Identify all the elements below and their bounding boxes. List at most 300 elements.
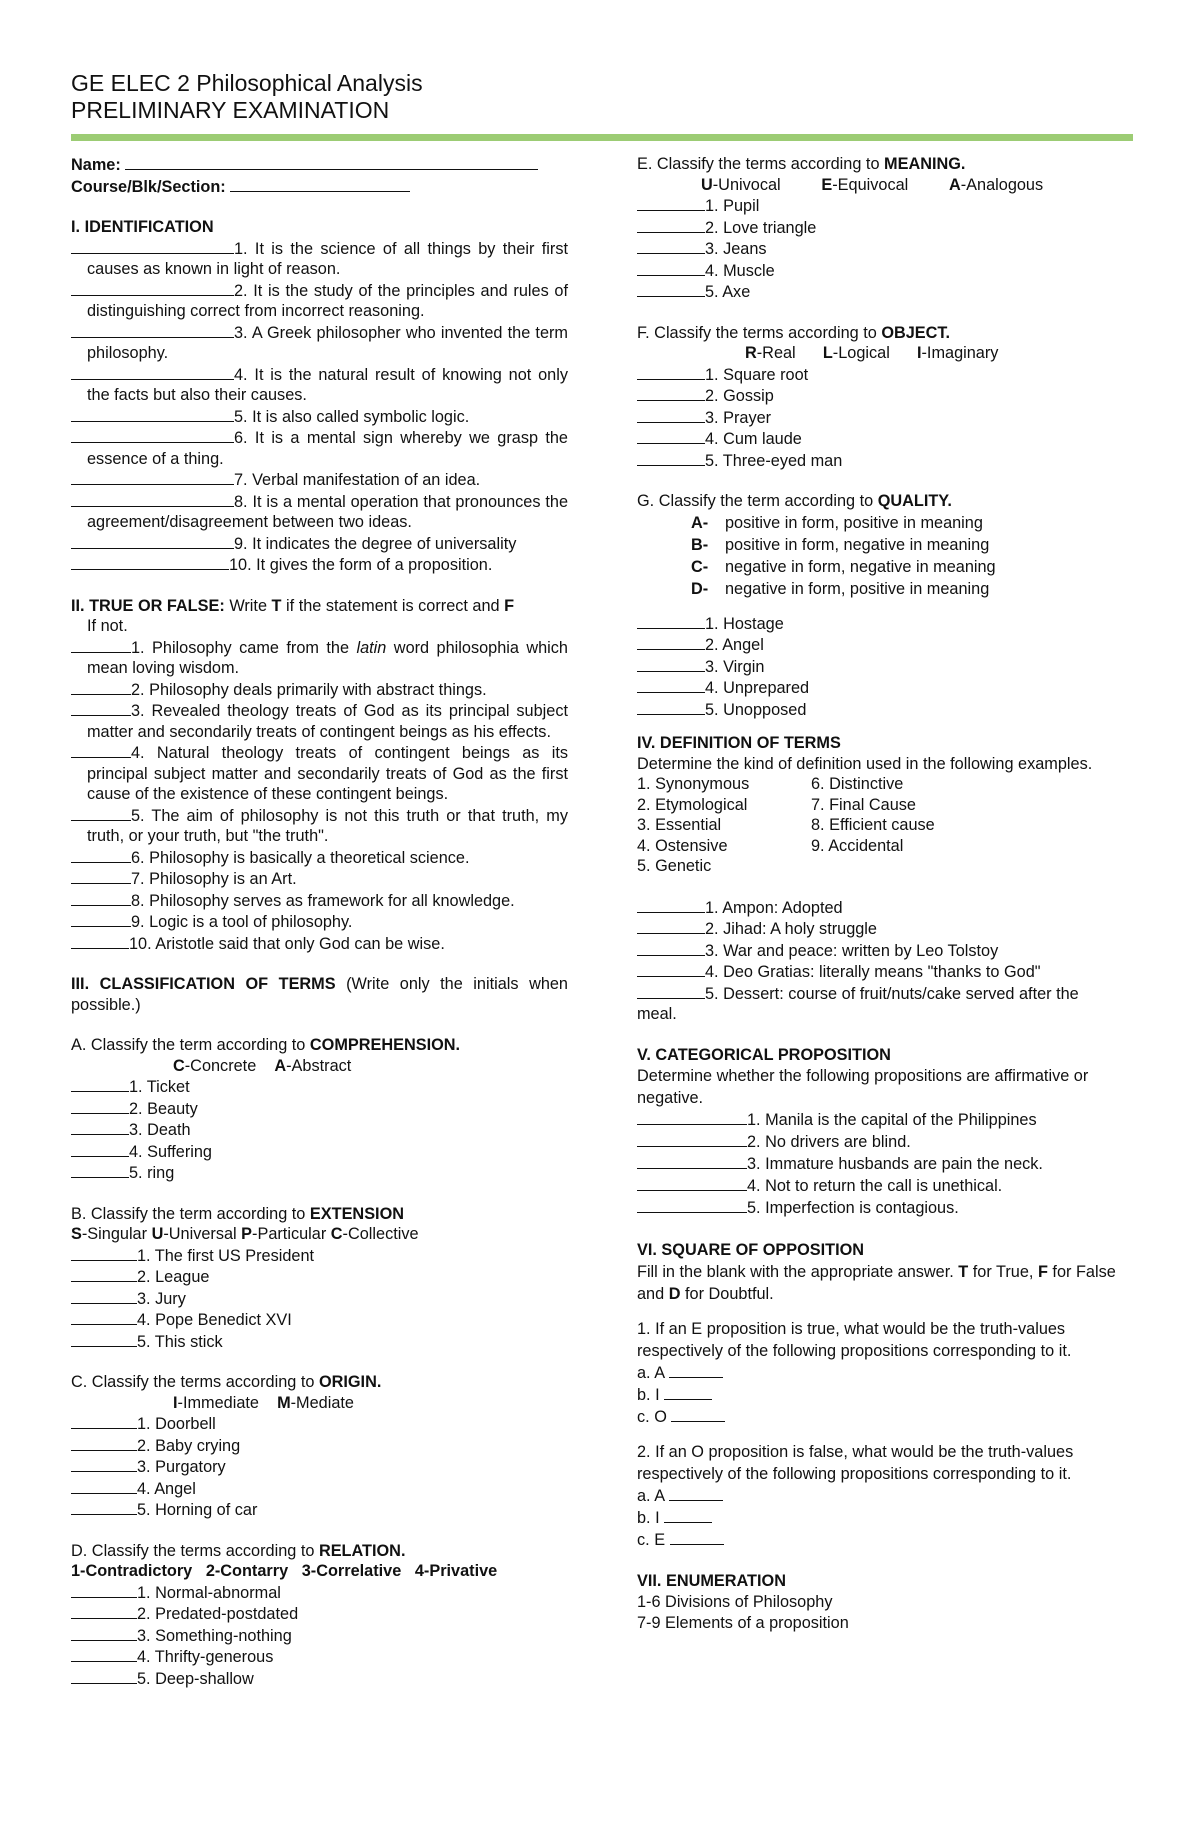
- true-false-item: [71, 700, 568, 742]
- name-field: Name:: [71, 154, 568, 176]
- identification-text: 10. It gives the form of a proposition.: [229, 556, 493, 574]
- legend-key: B-: [691, 535, 709, 554]
- item-text: 3. Something-nothing: [137, 1626, 292, 1645]
- classify-item: [637, 613, 1137, 635]
- answer-blank[interactable]: [71, 637, 131, 653]
- true-false-item: [71, 890, 568, 912]
- answer-blank[interactable]: [71, 679, 131, 695]
- header-divider: [71, 134, 1133, 141]
- item-text: 4. Cum laude: [705, 430, 802, 448]
- answer-blank[interactable]: [637, 1131, 747, 1147]
- classify-item: [637, 961, 1137, 983]
- option-label: c. O: [637, 1408, 672, 1426]
- classify-item: [637, 940, 1137, 962]
- true-false-text: 1. Philosophy came from the: [131, 638, 350, 657]
- answer-blank[interactable]: [71, 469, 234, 485]
- classify-item: [71, 1478, 568, 1500]
- answer-blank[interactable]: [637, 238, 705, 254]
- true-false-text: 9. Logic is a tool of philosophy.: [131, 913, 353, 931]
- answer-blank[interactable]: [71, 1266, 137, 1282]
- answer-blank[interactable]: [637, 897, 705, 913]
- classify-item: [71, 1582, 568, 1604]
- exam-title: PRELIMINARY EXAMINATION: [71, 97, 390, 123]
- true-false-item: [71, 742, 568, 805]
- answer-blank[interactable]: [71, 427, 234, 443]
- classify-item: [71, 1331, 568, 1353]
- identification-text: 8. It is a mental operation that pronounces the agreement/disagreement between two ideas.: [87, 492, 568, 531]
- item-text: 1. Pupil: [705, 197, 760, 215]
- categorical-title: V. CATEGORICAL PROPOSITION: [637, 1045, 891, 1064]
- item-text: 4. Deo Gratias: literally means "thanks to God": [705, 963, 1041, 981]
- item-text: 4. Unprepared: [705, 679, 810, 697]
- true-false-item: [71, 868, 568, 890]
- classify-item: [71, 1266, 568, 1288]
- legend-key: C: [330, 1225, 343, 1243]
- legend-key: R: [745, 344, 757, 362]
- legend-key: C: [173, 1056, 185, 1075]
- course-title: GE ELEC 2 Philosophical Analysis: [71, 70, 423, 96]
- true-false-text: 5. The aim of philosophy is not this truth or that truth, my truth, or your truth, but "the truth".: [87, 806, 568, 845]
- square-instruction: Fill in the blank with the appropriate answer. T for True, F for False and D for Doubtful.: [637, 1263, 1116, 1303]
- answer-blank[interactable]: [637, 983, 705, 999]
- legend-value: -Analogous: [960, 175, 1044, 194]
- option-label: a. A: [637, 1487, 669, 1505]
- answer-blank[interactable]: [637, 450, 705, 466]
- classify-item: [637, 238, 1137, 260]
- enumeration-item: 1-6 Divisions of Philosophy: [637, 1593, 833, 1611]
- classify-g: G. Classify the term according to QUALITY. A- positive in form, positive in meaning B- positive in form, negative in meaning C- negative in form, negative in meaning D- negative in form, positive in meaning 1. Hostage 2. Angel 3. Virgin 4. Unprepared 5. Unopposed: [637, 491, 1137, 720]
- answer-blank[interactable]: [71, 700, 131, 716]
- classify-item: [71, 1309, 568, 1331]
- legend-key: A: [948, 175, 961, 194]
- definition-section: [637, 733, 1137, 1025]
- classification-instruction: III. CLASSIFICATION OF TERMS (Write only the initials when possible.): [71, 975, 568, 1014]
- item-text: 3. Purgatory: [137, 1458, 226, 1476]
- classify-item: [637, 1175, 1137, 1197]
- answer-blank[interactable]: [669, 1362, 723, 1378]
- classify-item: [71, 1499, 568, 1521]
- classify-item: [637, 407, 1137, 429]
- enumeration-item: 7-9 Elements of a proposition: [637, 1614, 849, 1632]
- option-label: c. E: [637, 1531, 670, 1549]
- item-text: 3. Immature husbands are pain the neck.: [747, 1155, 1043, 1173]
- item-text: 5. Dessert: course of fruit/nuts/cake served after the: [705, 984, 1079, 1003]
- item-text: 3. Virgin: [705, 657, 765, 676]
- identification-item: [71, 554, 568, 576]
- answer-blank[interactable]: [71, 1646, 137, 1662]
- identification-text: 2. It is the study of the principles and rules of distinguishing correct from incorrect reasoning.: [87, 281, 568, 320]
- answer-blank[interactable]: [71, 322, 234, 338]
- square-option: [637, 1529, 1137, 1551]
- legend-value: -Logical: [832, 344, 890, 362]
- legend-value: -Singular: [81, 1225, 148, 1243]
- answer-blank[interactable]: [71, 1582, 137, 1598]
- answer-blank[interactable]: [71, 933, 129, 949]
- definition-instruction: Determine the kind of definition used in the following examples.: [637, 754, 1093, 773]
- classify-item: [71, 1625, 568, 1647]
- answer-blank[interactable]: [637, 195, 705, 211]
- legend-key: I: [916, 344, 922, 362]
- answer-blank[interactable]: [71, 1668, 137, 1684]
- identification-item: [71, 280, 568, 322]
- answer-blank[interactable]: [637, 918, 705, 934]
- answer-blank[interactable]: [71, 533, 234, 549]
- classify-item: [71, 1456, 568, 1478]
- item-text: 2. Love triangle: [705, 218, 817, 237]
- item-text: 2. Gossip: [705, 387, 774, 405]
- item-text: 1. Normal-abnormal: [137, 1583, 281, 1602]
- classify-item: [637, 983, 1137, 1005]
- answer-blank[interactable]: [71, 1288, 137, 1304]
- section-field: Course/Blk/Section:: [71, 176, 568, 198]
- answer-blank[interactable]: [637, 1153, 747, 1169]
- definition-title: IV. DEFINITION OF TERMS: [637, 734, 841, 752]
- classify-item: [637, 1197, 1137, 1219]
- answer-blank[interactable]: [637, 634, 705, 650]
- identification-item: [71, 322, 568, 364]
- item-text: 5. Imperfection is contagious.: [747, 1199, 959, 1217]
- true-false-instruction: II. TRUE OR FALSE: Write T if the statement is correct and F If not.: [71, 596, 515, 635]
- true-false-item: [71, 805, 568, 847]
- answer-blank[interactable]: [637, 260, 705, 276]
- square-q1: 1. If an E proposition is true, what would be the truth-values respectively of the following propositions corresponding to it.: [637, 1320, 1072, 1360]
- item-text: 5. Horning of car: [137, 1501, 258, 1519]
- quality-legend-row: [637, 578, 1137, 600]
- legend-key: L: [822, 344, 833, 362]
- answer-blank[interactable]: [71, 280, 234, 296]
- legend-value: -Particular: [252, 1225, 327, 1243]
- item-text: 3. Jury: [137, 1289, 186, 1308]
- answer-blank[interactable]: [71, 1162, 129, 1178]
- answer-blank[interactable]: [71, 1456, 137, 1472]
- legend-value: -Abstract: [286, 1056, 352, 1075]
- legend-key: S: [71, 1225, 82, 1243]
- legend-value: -Real: [756, 344, 796, 362]
- relation-legend: 2-Contarry: [205, 1562, 289, 1580]
- answer-blank[interactable]: [637, 281, 705, 297]
- answer-blank[interactable]: [637, 407, 705, 423]
- classify-item: [637, 1131, 1137, 1153]
- true-false-list: [71, 637, 568, 955]
- answer-blank[interactable]: [670, 1529, 724, 1545]
- true-false-text: 4. Natural theology treats of contingent beings as its principal subject matter and secondarily treats of God as the first cause of the existence of these contingent beings.: [87, 744, 568, 803]
- identification-text: 7. Verbal manifestation of an idea.: [234, 471, 481, 489]
- option-label: a. A: [637, 1364, 669, 1382]
- item-text: 3. Jeans: [705, 240, 767, 258]
- square-section: [637, 1239, 1137, 1551]
- legend-key: P: [241, 1225, 253, 1243]
- legend-value: negative in form, negative in meaning: [725, 557, 996, 576]
- answer-blank[interactable]: [71, 1625, 137, 1641]
- item-text: 2. Jihad: A holy struggle: [705, 920, 877, 938]
- answer-blank[interactable]: [664, 1384, 712, 1400]
- true-false-item: [71, 911, 568, 933]
- answer-blank[interactable]: [71, 1435, 137, 1451]
- definition-kind: 9. Accidental: [811, 836, 904, 855]
- name-blank[interactable]: [125, 154, 538, 170]
- definition-kind: 4. Ostensive: [637, 836, 728, 855]
- answer-blank[interactable]: [71, 1309, 137, 1325]
- option-label: b. I: [637, 1386, 665, 1404]
- answer-blank[interactable]: [71, 554, 229, 570]
- classify-item: [637, 260, 1137, 282]
- definition-kind: 8. Efficient cause: [811, 816, 935, 834]
- item-text: 3. Prayer: [705, 408, 772, 427]
- item-text: 2. Predated-postdated: [137, 1605, 299, 1623]
- classify-item: [637, 217, 1137, 239]
- item-text: 3. War and peace: written by Leo Tolstoy: [705, 941, 999, 960]
- true-false-item: [71, 679, 568, 701]
- classify-item: [71, 1668, 568, 1690]
- legend-value: positive in form, positive in meaning: [725, 513, 983, 532]
- legend-key: D-: [691, 579, 709, 598]
- item-text: 4. Not to return the call is unethical.: [747, 1177, 1003, 1195]
- definition-kinds: [637, 774, 1137, 877]
- classify-item: [71, 1603, 568, 1625]
- answer-blank[interactable]: [637, 1109, 747, 1125]
- classify-item: [71, 1119, 568, 1141]
- answer-blank[interactable]: [637, 677, 705, 693]
- item-text: 1. The first US President: [137, 1246, 315, 1265]
- quality-legend-row: [637, 556, 1137, 578]
- answer-blank[interactable]: [71, 406, 234, 422]
- true-false-text: 7. Philosophy is an Art.: [131, 870, 297, 888]
- answer-blank[interactable]: [71, 1603, 137, 1619]
- definition-kind: 3. Essential: [637, 816, 722, 834]
- classify-item: [637, 634, 1137, 656]
- legend-key: E: [821, 175, 833, 194]
- answer-blank[interactable]: [637, 961, 705, 977]
- definition-item5-cont: meal.: [637, 1005, 677, 1023]
- legend-value: -Immediate: [177, 1393, 259, 1412]
- answer-blank[interactable]: [71, 805, 131, 821]
- item-text: 1. Manila is the capital of the Philippines: [747, 1111, 1037, 1129]
- answer-blank[interactable]: [637, 940, 705, 956]
- item-text: 1. Square root: [705, 365, 809, 384]
- item-text: 2. League: [137, 1268, 210, 1286]
- legend-value: -Univocal: [712, 175, 781, 194]
- legend-key: A-: [691, 513, 709, 532]
- categorical-section: [637, 1045, 1137, 1220]
- item-text: 5. This stick: [137, 1332, 223, 1351]
- identification-item: [71, 364, 568, 406]
- classify-item: [637, 281, 1137, 303]
- identification-text: 1. It is the science of all things by their first causes as known in light of reason.: [87, 239, 568, 278]
- item-text: 4. Muscle: [705, 261, 775, 280]
- classify-item: [71, 1288, 568, 1310]
- legend-value: positive in form, negative in meaning: [725, 535, 990, 554]
- true-false-text: 8. Philosophy serves as framework for all knowledge.: [131, 891, 515, 910]
- true-false-item: [71, 637, 568, 679]
- section-blank[interactable]: [230, 176, 410, 192]
- relation-legend: 1-Contradictory: [71, 1562, 193, 1580]
- classify-f: F. Classify the terms according to OBJECT. R-Real L-Logical I-Imaginary 1. Square root 2. Gossip 3. Prayer 4. Cum laude 5. Three-eyed man: [637, 323, 1137, 472]
- item-text: 4. Suffering: [129, 1142, 212, 1161]
- identification-title: I. IDENTIFICATION: [71, 218, 214, 236]
- definition-kind: 7. Final Cause: [811, 795, 916, 814]
- quality-legend-row: [637, 512, 1137, 534]
- item-text: 3. Death: [129, 1121, 191, 1139]
- classify-b: B. Classify the term according to EXTENSION S-Singular U-Universal P-Particular C-Collective 1. The first US President 2. League 3. Jury 4. Pope Benedict XVI 5. This stick: [71, 1204, 568, 1353]
- answer-blank[interactable]: [637, 699, 705, 715]
- legend-key: C-: [691, 557, 709, 576]
- legend-key: I: [173, 1393, 178, 1412]
- legend-value: -Mediate: [290, 1393, 354, 1412]
- classify-item: [71, 1435, 568, 1457]
- item-text: 5. Three-eyed man: [705, 451, 843, 470]
- relation-legend: 3-Correlative: [301, 1562, 402, 1580]
- answer-blank[interactable]: [71, 911, 131, 927]
- true-false-text: 3. Revealed theology treats of God as its principal subject matter and secondarily treats of contingent beings as his effects.: [87, 702, 568, 741]
- item-text: 5. ring: [129, 1164, 175, 1182]
- item-text: 2. No drivers are blind.: [747, 1133, 911, 1151]
- answer-blank[interactable]: [71, 1478, 137, 1494]
- right-column: [637, 154, 1137, 1634]
- item-text: 5. Deep-shallow: [137, 1669, 254, 1688]
- definition-kind: 2. Etymological: [637, 795, 748, 814]
- classify-item: [637, 385, 1137, 407]
- true-false-text: 10. Aristotle said that only God can be wise.: [129, 934, 445, 953]
- classify-item: [71, 1646, 568, 1668]
- classify-item: [637, 656, 1137, 678]
- answer-blank[interactable]: [71, 847, 131, 863]
- item-text: 2. Beauty: [129, 1099, 198, 1118]
- true-false-item: [71, 847, 568, 869]
- legend-key: A: [274, 1056, 287, 1075]
- answer-blank[interactable]: [637, 217, 705, 233]
- answer-blank[interactable]: [71, 1098, 129, 1114]
- answer-blank[interactable]: [71, 868, 131, 884]
- answer-blank[interactable]: [71, 1076, 129, 1092]
- true-false-text: 2. Philosophy deals primarily with abstract things.: [131, 680, 487, 699]
- answer-blank[interactable]: [637, 1175, 747, 1191]
- identification-item: [71, 427, 568, 469]
- relation-legend: 4-Privative: [414, 1562, 498, 1580]
- legend-value: negative in form, positive in meaning: [725, 579, 990, 598]
- identification-item: [71, 238, 568, 280]
- answer-blank[interactable]: [637, 656, 705, 672]
- classify-item: [71, 1141, 568, 1163]
- answer-blank[interactable]: [637, 428, 705, 444]
- classify-a: A. Classify the term according to COMPREHENSION. C-Concrete A-Abstract 1. Ticket 2. Beauty 3. Death 4. Suffering 5. ring: [71, 1035, 568, 1184]
- classify-item: [637, 918, 1137, 940]
- answer-blank[interactable]: [671, 1406, 725, 1422]
- answer-blank[interactable]: [71, 1331, 137, 1347]
- answer-blank[interactable]: [71, 1499, 137, 1515]
- definition-kind: [811, 856, 1011, 877]
- classify-item: [71, 1076, 568, 1098]
- identification-item: [71, 469, 568, 491]
- classify-item: [637, 450, 1137, 472]
- answer-blank[interactable]: [71, 1119, 129, 1135]
- answer-blank[interactable]: [637, 613, 705, 629]
- identification-list: [71, 238, 568, 576]
- answer-blank[interactable]: [71, 742, 131, 758]
- answer-blank[interactable]: [71, 1413, 137, 1429]
- item-text: 5. Unopposed: [705, 700, 807, 719]
- classify-item: [637, 699, 1137, 721]
- classify-e: E. Classify the terms according to MEANING. U-Univocal E-Equivocal A-Analogous 1. Pupil 2. Love triangle 3. Jeans 4. Muscle 5. Axe: [637, 154, 1137, 303]
- enumeration-section: [637, 1571, 1137, 1634]
- categorical-instruction: Determine whether the following propositions are affirmative or negative.: [637, 1067, 1089, 1107]
- classify-item: [71, 1245, 568, 1267]
- item-text: 1. Doorbell: [137, 1415, 216, 1433]
- classify-c: C. Classify the terms according to ORIGIN. I-Immediate M-Mediate 1. Doorbell 2. Baby crying 3. Purgatory 4. Angel 5. Horning of car: [71, 1372, 568, 1521]
- answer-blank[interactable]: [71, 491, 234, 507]
- answer-blank[interactable]: [71, 890, 131, 906]
- classify-item: [637, 428, 1137, 450]
- legend-value: -Imaginary: [921, 344, 999, 362]
- legend-value: -Equivocal: [832, 175, 909, 194]
- left-column: [71, 154, 568, 1689]
- classify-item: [637, 897, 1137, 919]
- item-text: 2. Angel: [705, 636, 764, 654]
- square-title: VI. SQUARE OF OPPOSITION: [637, 1241, 865, 1259]
- identification-text: 6. It is a mental sign whereby we grasp the essence of a thing.: [87, 429, 568, 468]
- answer-blank[interactable]: [637, 1197, 747, 1213]
- classify-item: [71, 1162, 568, 1184]
- true-false-text: 6. Philosophy is basically a theoretical science.: [131, 848, 470, 867]
- answer-blank[interactable]: [664, 1507, 712, 1523]
- true-false-item: [71, 933, 568, 955]
- classify-item: [637, 677, 1137, 699]
- classify-item: [71, 1098, 568, 1120]
- square-option: [637, 1384, 1137, 1406]
- item-text: 2. Baby crying: [137, 1436, 241, 1455]
- answer-blank[interactable]: [637, 385, 705, 401]
- identification-text: 4. It is the natural result of knowing not only the facts but also their causes.: [87, 365, 568, 404]
- legend-value: -Concrete: [184, 1056, 257, 1075]
- definition-kind: 6. Distinctive: [811, 775, 904, 793]
- answer-blank[interactable]: [71, 1245, 137, 1261]
- answer-blank[interactable]: [669, 1485, 723, 1501]
- quality-legend-row: [637, 534, 1137, 556]
- classify-item: [637, 364, 1137, 386]
- item-text: 5. Axe: [705, 283, 751, 301]
- answer-blank[interactable]: [71, 1141, 129, 1157]
- italic-word: latin: [356, 638, 387, 657]
- square-option: [637, 1485, 1137, 1507]
- square-option: [637, 1362, 1137, 1384]
- item-text: 1. Hostage: [705, 614, 784, 633]
- identification-text: 3. A Greek philosopher who invented the term philosophy.: [87, 323, 568, 362]
- answer-blank[interactable]: [71, 364, 234, 380]
- item-text: 1. Ticket: [129, 1078, 190, 1096]
- square-q2: 2. If an O proposition is false, what would be the truth-values respectively of the following propositions corresponding to it.: [637, 1443, 1074, 1483]
- true-false-text: word philosophia which mean loving wisdom.: [87, 638, 568, 677]
- item-text: 4. Pope Benedict XVI: [137, 1311, 292, 1329]
- definition-kind: 1. Synonymous: [637, 775, 750, 793]
- enumeration-title: VII. ENUMERATION: [637, 1572, 786, 1590]
- definition-kind: 5. Genetic: [637, 857, 712, 875]
- identification-text: 9. It indicates the degree of universality: [234, 534, 517, 553]
- identification-item: [71, 406, 568, 428]
- answer-blank[interactable]: [71, 238, 234, 254]
- classify-item: [637, 195, 1137, 217]
- item-text: 4. Angel: [137, 1479, 196, 1498]
- answer-blank[interactable]: [637, 364, 705, 380]
- identification-item: [71, 491, 568, 533]
- classify-d: D. Classify the terms according to RELATION. 1-Contradictory 2-Contarry 3-Correlative 4-Privative 1. Normal-abnormal 2. Predated-postdated 3. Something-nothing 4. Thrifty-generous 5. Deep-shallow: [71, 1541, 568, 1690]
- identification-item: [71, 533, 568, 555]
- classify-item: [637, 1153, 1137, 1175]
- square-option: [637, 1406, 1137, 1428]
- classify-item: [637, 1109, 1137, 1131]
- legend-value: -Collective: [342, 1225, 419, 1243]
- legend-key: U: [151, 1225, 164, 1243]
- classify-item: [71, 1413, 568, 1435]
- item-text: 1. Ampon: Adopted: [705, 898, 843, 917]
